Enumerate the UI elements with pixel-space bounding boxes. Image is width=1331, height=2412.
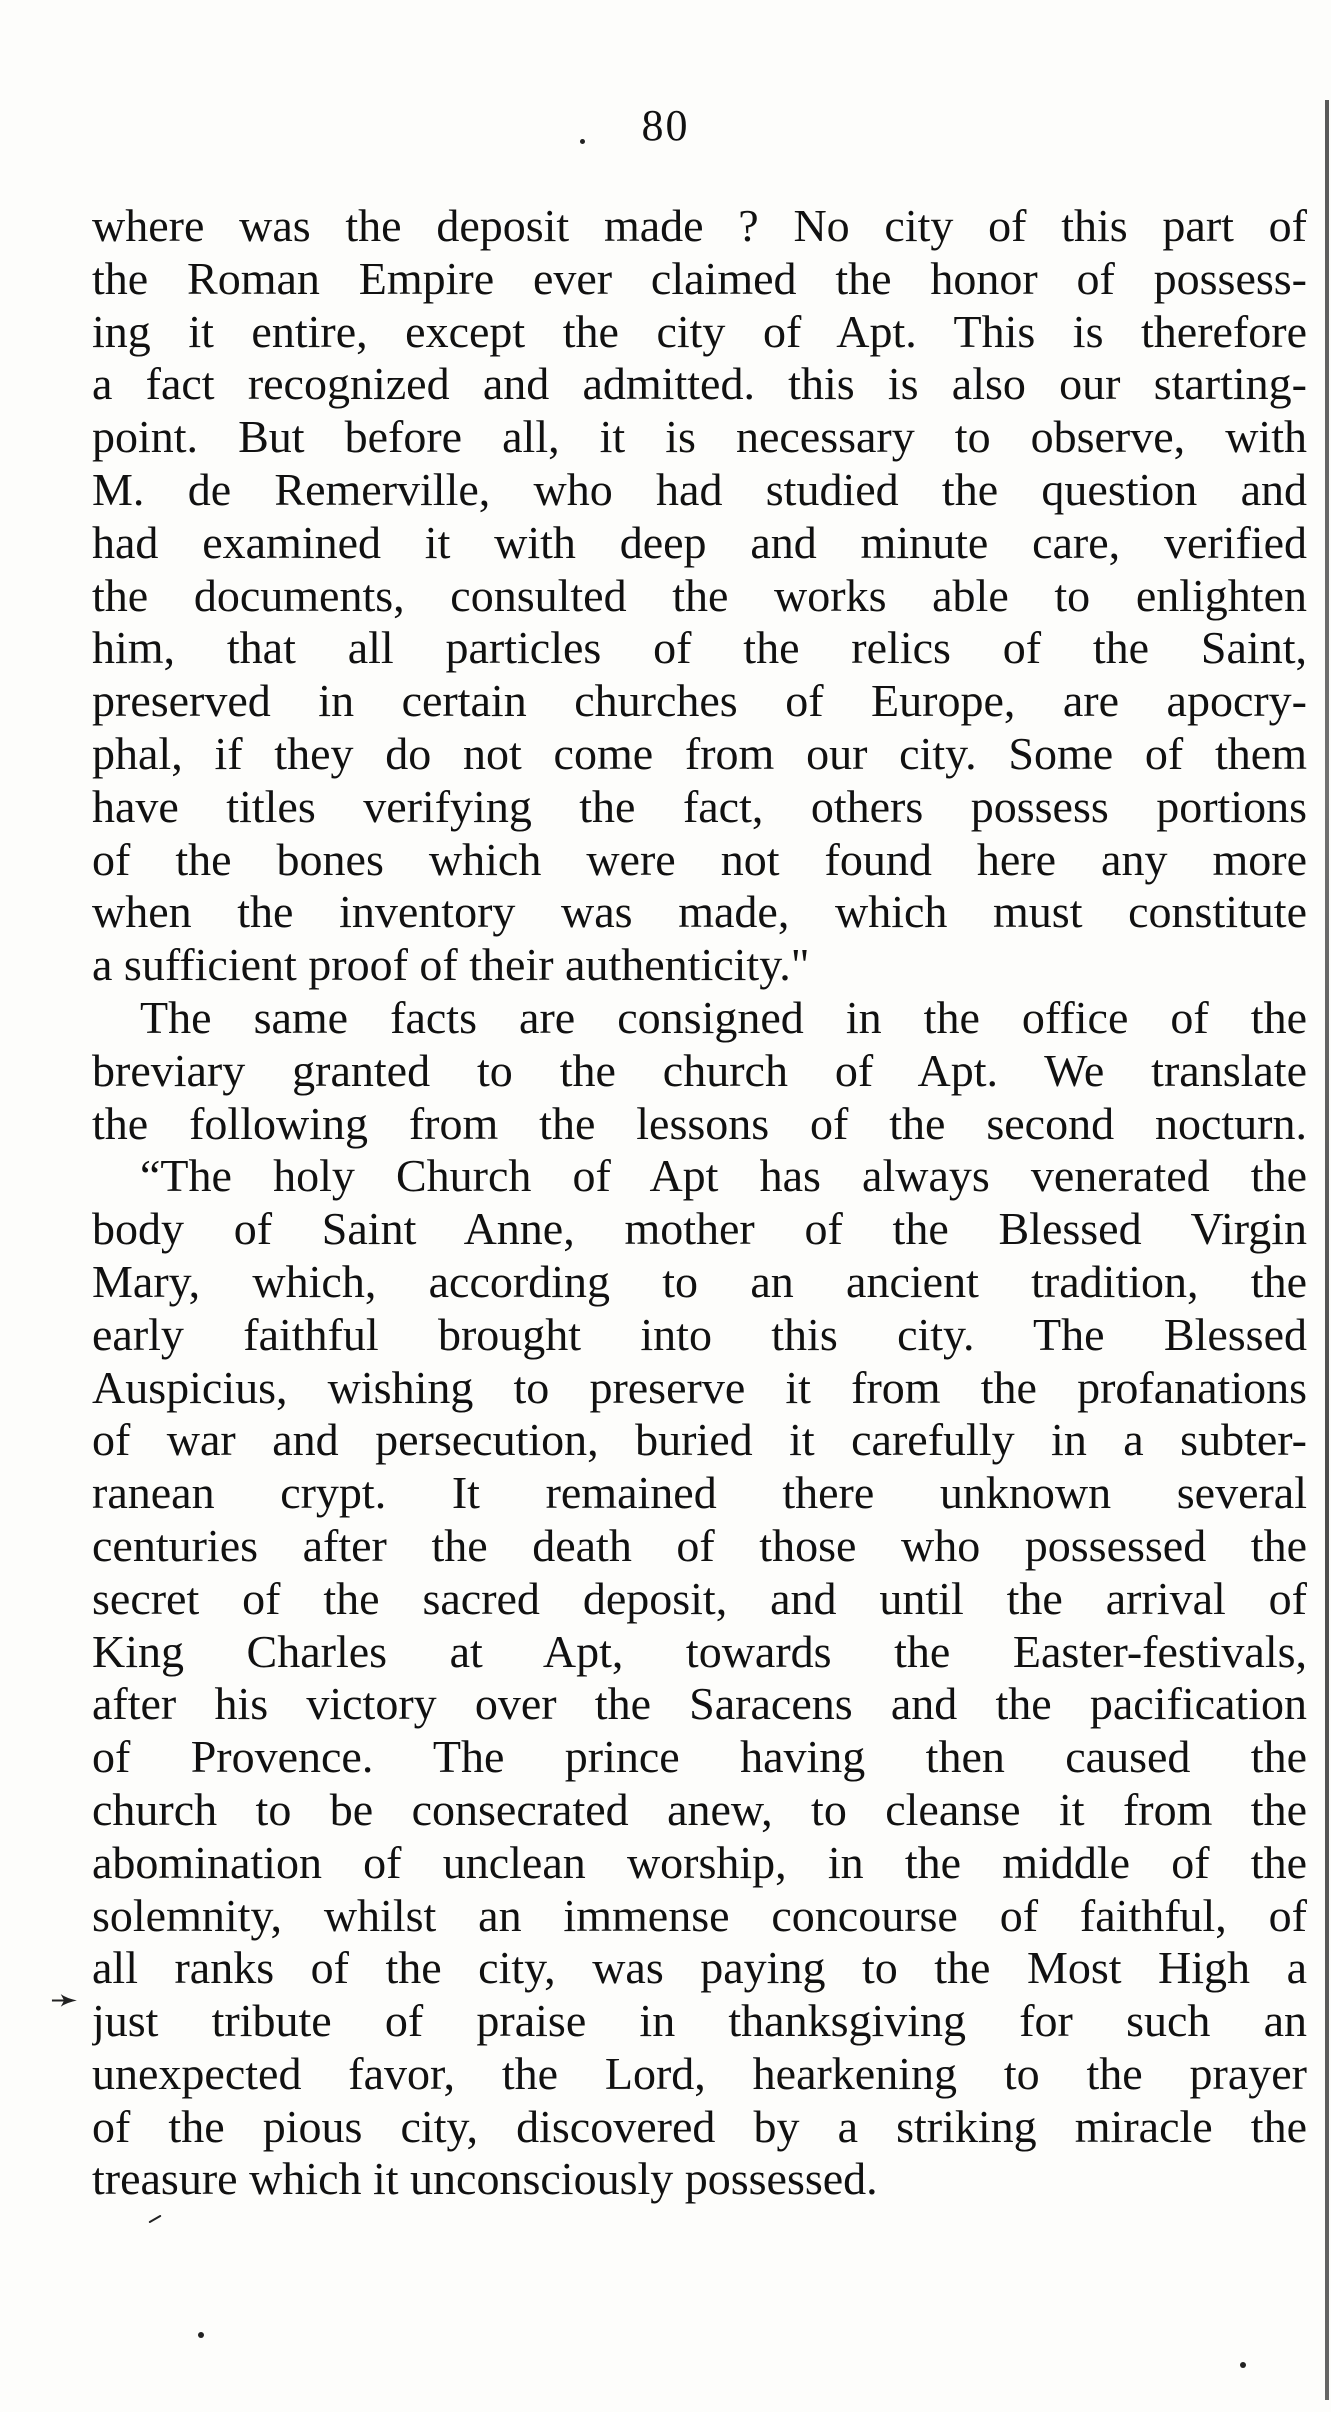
text-line: “The holy Church of Apt has always venerated the xyxy=(140,1150,1307,1202)
text-line: of the pious city, discovered by a striking miracle the xyxy=(92,2100,1307,2152)
margin-pointer-mark: ➛ xyxy=(50,1980,79,2020)
text-line: him, that all particles of the relics of the Saint, xyxy=(92,622,1307,674)
text-line: Auspicius, wishing to preserve it from the profanations xyxy=(92,1361,1307,1413)
text-line: treasure which it unconsciously possessed. xyxy=(92,2153,878,2205)
text-line: had examined it with deep and minute care, verified xyxy=(92,516,1307,568)
text-line: all ranks of the city, was paying to the Most High a xyxy=(92,1942,1307,1994)
ink-speck xyxy=(198,2332,204,2338)
text-line: breviary granted to the church of Apt. We translate xyxy=(92,1044,1307,1096)
text-line: point. But before all, it is necessary to observe, with xyxy=(92,411,1307,463)
text-line: when the inventory was made, which must constitute xyxy=(92,886,1307,938)
text-line: abomination of unclean worship, in the middle of the xyxy=(92,1836,1307,1888)
ink-speck xyxy=(1240,2362,1246,2368)
text-line: M. de Remerville, who had studied the question and xyxy=(92,463,1307,515)
text-line: the documents, consulted the works able to enlighten xyxy=(92,569,1307,621)
text-line: ranean crypt. It remained there unknown several xyxy=(92,1467,1307,1519)
text-line: a fact recognized and admitted. this is also our starting- xyxy=(92,358,1307,410)
text-line: centuries after the death of those who possessed the xyxy=(92,1519,1307,1571)
text-line: after his victory over the Saracens and the pacification xyxy=(92,1678,1307,1730)
text-line: King Charles at Apt, towards the Easter-festivals, xyxy=(92,1625,1307,1677)
page-edge-rule xyxy=(1325,100,1329,2400)
text-line: The same facts are consigned in the office of the xyxy=(140,991,1307,1043)
text-line: of Provence. The prince having then caused the xyxy=(92,1731,1307,1783)
text-line: church to be consecrated anew, to cleanse it from the xyxy=(92,1783,1307,1835)
text-line: body of Saint Anne, mother of the Blessed Virgin xyxy=(92,1203,1307,1255)
text-line: ing it entire, except the city of Apt. This is therefore xyxy=(92,305,1307,357)
text-line: early faithful brought into this city. The Blessed xyxy=(92,1308,1307,1360)
text-line: a sufficient proof of their authenticity." xyxy=(92,939,810,991)
text-line: preserved in certain churches of Europe, are apocry- xyxy=(92,675,1307,727)
text-line: secret of the sacred deposit, and until the arrival of xyxy=(92,1572,1307,1624)
text-line: the following from the lessons of the second nocturn. xyxy=(92,1097,1307,1149)
ink-speck xyxy=(148,2215,161,2224)
text-line: unexpected favor, the Lord, hearkening to the prayer xyxy=(92,2047,1307,2099)
page-number: 80 xyxy=(641,101,690,150)
text-line: Mary, which, according to an ancient tradition, the xyxy=(92,1255,1307,1307)
text-line: the Roman Empire ever claimed the honor of possess- xyxy=(92,252,1307,304)
text-line: solemnity, whilst an immense concourse of faithful, of xyxy=(92,1889,1307,1941)
text-line: where was the deposit made ? No city of this part of xyxy=(92,200,1307,251)
text-line: just tribute of praise in thanksgiving for such an xyxy=(92,1995,1307,2047)
text-line: phal, if they do not come from our city. Some of them xyxy=(92,727,1307,779)
text-line: of war and persecution, buried it carefully in a subter- xyxy=(92,1414,1307,1466)
ink-speck xyxy=(580,139,585,144)
text-line: of the bones which were not found here any more xyxy=(92,833,1307,885)
body-text xyxy=(92,200,1307,2206)
text-line: have titles verifying the fact, others possess portions xyxy=(92,780,1307,832)
